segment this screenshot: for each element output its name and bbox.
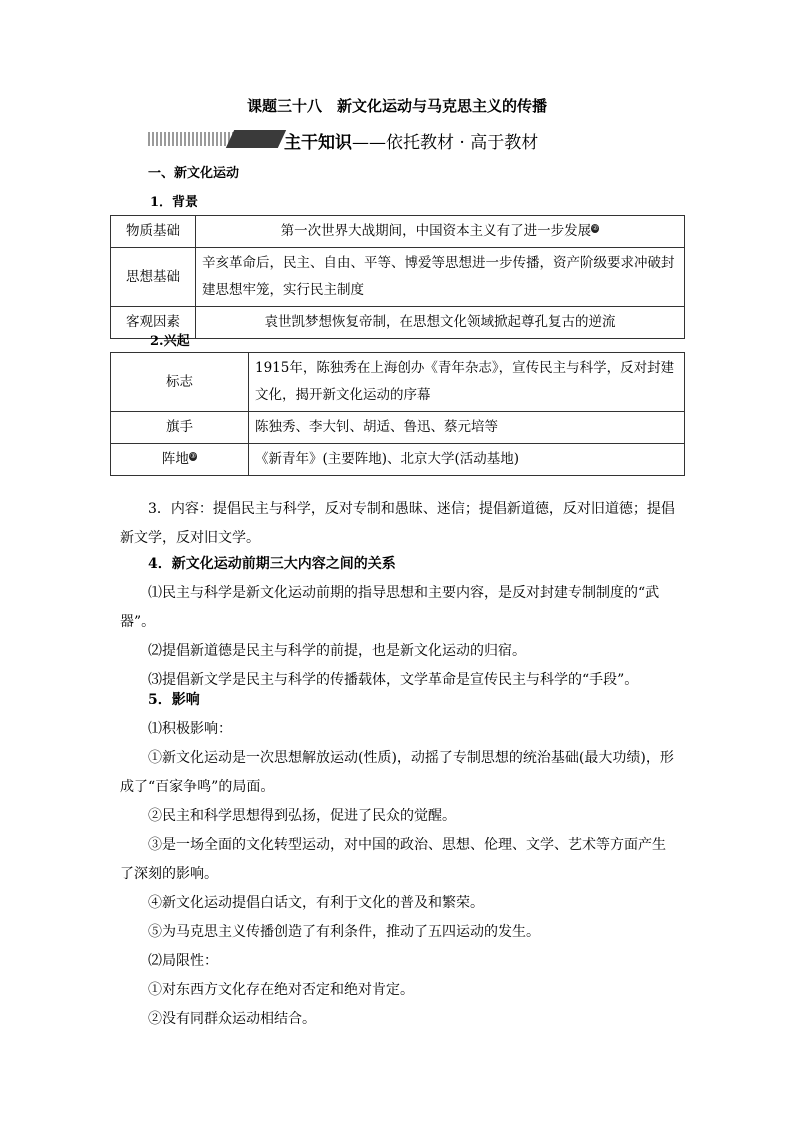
table-value: 第一次世界大战期间，中国资本主义有了进一步发展② [196,216,685,248]
banner-stripes [148,132,234,146]
table-row [111,307,685,339]
page-title: 课题三十八 新文化运动与马克思主义的传播 [246,97,547,115]
impact-heading: 5．影响 [148,692,200,708]
table-row [111,412,685,444]
impact-section [120,686,678,1034]
table-value: 陈独秀、李大钊、胡适、鲁迅、蔡元培等 [249,412,685,444]
list-item: ①新文化运动是一次思想解放运动(性质)，动摇了专制思想的统治基础(最大功绩)，形成了“百家争鸣”的局面。 [120,750,674,795]
list-item: ②民主和科学思想得到弘扬，促进了民众的觉醒。 [148,808,456,824]
content-paragraph: 3．内容：提倡民主与科学，反对专制和愚昧、迷信；提倡新道德，反对旧道德；提倡新文学，反对旧文学。 [120,501,675,546]
list-item: ⑤为马克思主义传播创造了有利条件，推动了五四运动的发生。 [148,924,540,940]
table-key: 旗手 [111,412,249,444]
list-item: ⑵提倡新道德是民主与科学的前提，也是新文化运动的归宿。 [148,643,526,659]
table-row [111,248,685,307]
table-key: 物质基础 [111,216,196,248]
note-marker-icon: ③ [189,451,197,460]
section-heading: 一、新文化运动 [148,166,240,181]
banner-main: 主干知识 [284,133,352,153]
table-key: 客观因素 [111,307,196,339]
table-value: 辛亥革命后，民主、自由、平等、博爱等思想进一步传播，资产阶级要求冲破封建思想牢笼，实行民主制度 [196,248,685,307]
note-marker-icon: ② [592,223,599,232]
table-row [111,216,685,248]
table-value: 1915年，陈独秀在上海创办《青年杂志》，宣传民主与科学，反对封建文化，揭开新文化运动的序幕 [249,353,685,412]
table-value: 《新青年》(主要阵地)、北京大学(活动基地) [249,444,685,476]
table-row [111,444,685,476]
list-item: ⑶提倡新文学是民主与科学的传播载体，文学革命是宣传民主与科学的“手段”。 [148,672,639,688]
background-heading: 1．背景 [150,195,199,210]
rise-table [110,352,685,476]
table-row [111,353,685,412]
list-item: ⑴民主与科学是新文化运动前期的指导思想和主要内容，是反对封建专制制度的“武器”。 [120,585,660,630]
list-item: ③是一场全面的文化转型运动，对中国的政治、思想、伦理、文学、艺术等方面产生了深刻的影响。 [120,837,666,882]
table-value: 袁世凯梦想恢复帝制，在思想文化领域掀起尊孔复古的逆流 [196,307,685,339]
list-item: ①对东西方文化存在绝对否定和绝对肯定。 [148,982,414,998]
banner-label [284,128,538,153]
positive-heading: ⑴积极影响： [148,721,232,737]
section-banner [148,128,568,152]
relation-section [120,550,678,695]
relation-heading: 4．新文化运动前期三大内容之间的关系 [148,556,396,572]
table-key: 标志 [111,353,249,412]
rise-heading: 2.兴起 [150,334,190,349]
limit-heading: ⑵局限性： [148,953,218,969]
banner-bar [226,130,286,148]
background-table [110,215,685,339]
table-key: 阵地③ [111,444,249,476]
banner-sub: ——依托教材 · 高于教材 [352,133,539,153]
list-item: ④新文化运动提倡白话文，有利于文化的普及和繁荣。 [148,895,484,911]
list-item: ②没有同群众运动相结合。 [148,1011,316,1027]
table-key: 思想基础 [111,248,196,307]
